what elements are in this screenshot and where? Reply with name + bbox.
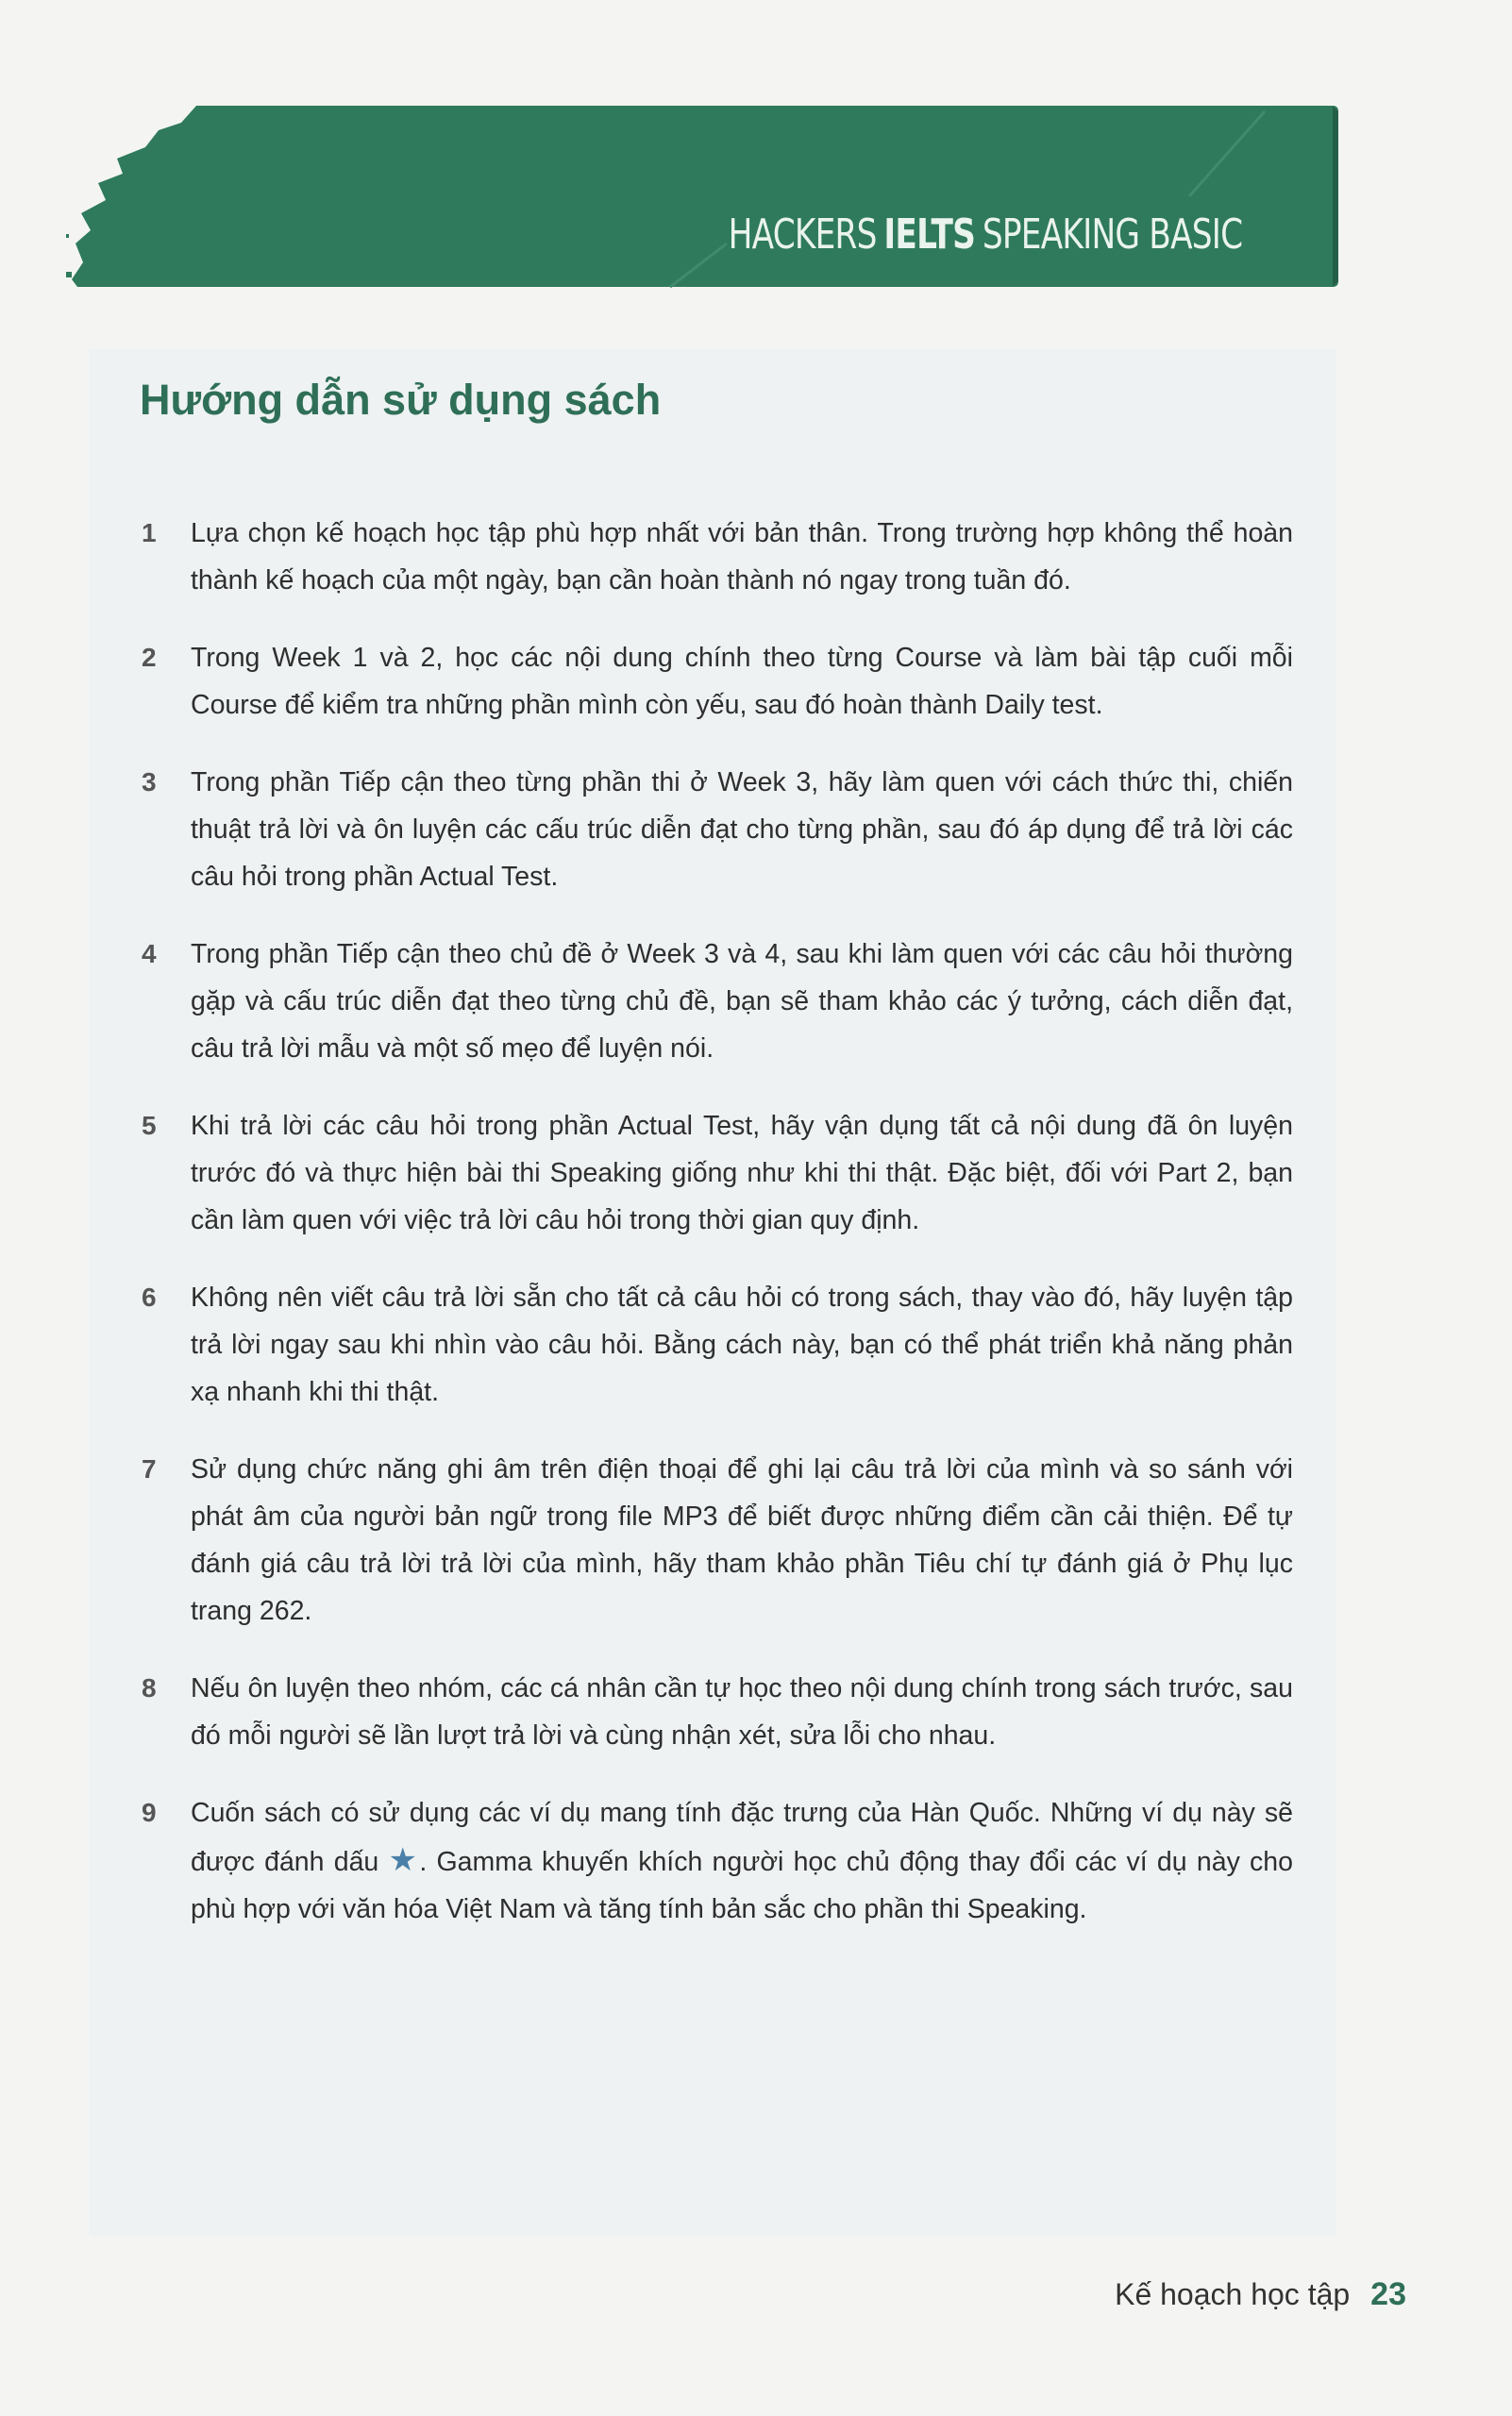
- star-icon: ★: [388, 1842, 420, 1878]
- list-item: [142, 1274, 1293, 1416]
- page-number: 23: [1370, 2276, 1406, 2312]
- list-item: [142, 931, 1293, 1072]
- item-number: 2: [142, 643, 157, 672]
- brand-speaking-basic: SPEAKING BASIC: [982, 210, 1242, 259]
- list-item: [142, 1665, 1293, 1759]
- item-number: 8: [142, 1673, 157, 1703]
- item-number: 1: [142, 518, 157, 547]
- item-text: Trong phần Tiếp cận theo chủ đề ở Week 3 và 4, sau khi làm quen với các câu hỏi thường gặp và cấu trúc diễn đạt theo từng chủ đề, bạn sẽ tham khảo các ý tưởng, cách diễn đạt, câu trả lời mẫu và một số mẹo để luyện nói.: [191, 939, 1293, 1064]
- item-text: Lựa chọn kế hoạch học tập phù hợp nhất với bản thân. Trong trường hợp không thể hoàn thành kế hoạch của một ngày, bạn cần hoàn thành nó ngay trong tuần đó.: [191, 518, 1293, 596]
- item-text: Không nên viết câu trả lời sẵn cho tất cả câu hỏi có trong sách, thay vào đó, hãy luyện tập trả lời ngay sau khi nhìn vào câu hỏi. Bằng cách này, bạn có thể phát triển khả năng phản xạ nhanh khi thi thật.: [191, 1283, 1293, 1407]
- list-item: [142, 1102, 1293, 1244]
- item-text: Sử dụng chức năng ghi âm trên điện thoại để ghi lại câu trả lời của mình và so sánh với phát âm của người bản ngữ trong file MP3 để biết được những điểm cần cải thiện. Để tự đánh giá câu trả lời trả lời của mình, hãy tham khảo phần Tiêu chí tự đánh giá ở Phụ lục trang 262.: [191, 1454, 1293, 1626]
- brand-ielts: IELTS: [883, 210, 975, 259]
- item-text: Khi trả lời các câu hỏi trong phần Actual Test, hãy vận dụng tất cả nội dung đã ôn luyện trước đó và thực hiện bài thi Speaking giống như khi thi thật. Đặc biệt, đối với Part 2, bạn cần làm quen với việc trả lời câu hỏi trong thời gian quy định.: [191, 1111, 1293, 1235]
- list-item: [142, 1446, 1293, 1635]
- section-label: Kế hoạch học tập: [1115, 2277, 1351, 2311]
- item-text: Trong Week 1 và 2, học các nội dung chính theo từng Course và làm bài tập cuối mỗi Course để kiểm tra những phần mình còn yếu, sau đó hoàn thành Daily test.: [191, 643, 1293, 720]
- list-item: [142, 1789, 1293, 1933]
- brand-hackers: HACKERS: [728, 210, 877, 259]
- item-number: 5: [142, 1111, 157, 1140]
- item-number: 4: [142, 939, 157, 968]
- item-text: [191, 1789, 1293, 1933]
- item-number: 6: [142, 1283, 157, 1312]
- item-text-after: . Gamma khuyến khích người học chủ động thay đổi các ví dụ này cho phù hợp với văn hóa Việt Nam và tăng tính bản sắc cho phần thi Speaking.: [191, 1847, 1293, 1924]
- item-number: 3: [142, 767, 157, 797]
- list-item: [142, 759, 1293, 900]
- item-text: Trong phần Tiếp cận theo từng phần thi ở Week 3, hãy làm quen với cách thức thi, chiến thuật trả lời và ôn luyện các cấu trúc diễn đạt cho từng phần, sau đó áp dụng để trả lời các câu hỏi trong phần Actual Test.: [191, 767, 1293, 892]
- page-title: Hướng dẫn sử dụng sách: [140, 376, 662, 424]
- item-number: 9: [142, 1798, 157, 1827]
- item-text-before: Cuốn sách có sử dụng các ví dụ mang tính đặc trưng của Hàn Quốc. Những ví dụ này sẽ được đánh dấu: [191, 1798, 1293, 1877]
- page-footer: [1115, 2276, 1406, 2313]
- item-text: Nếu ôn luyện theo nhóm, các cá nhân cần tự học theo nội dung chính trong sách trước, sau đó mỗi người sẽ lần lượt trả lời và cùng nhận xét, sửa lỗi cho nhau.: [191, 1673, 1293, 1751]
- list-item: [142, 634, 1293, 729]
- list-item: [142, 510, 1293, 604]
- item-number: 7: [142, 1454, 157, 1484]
